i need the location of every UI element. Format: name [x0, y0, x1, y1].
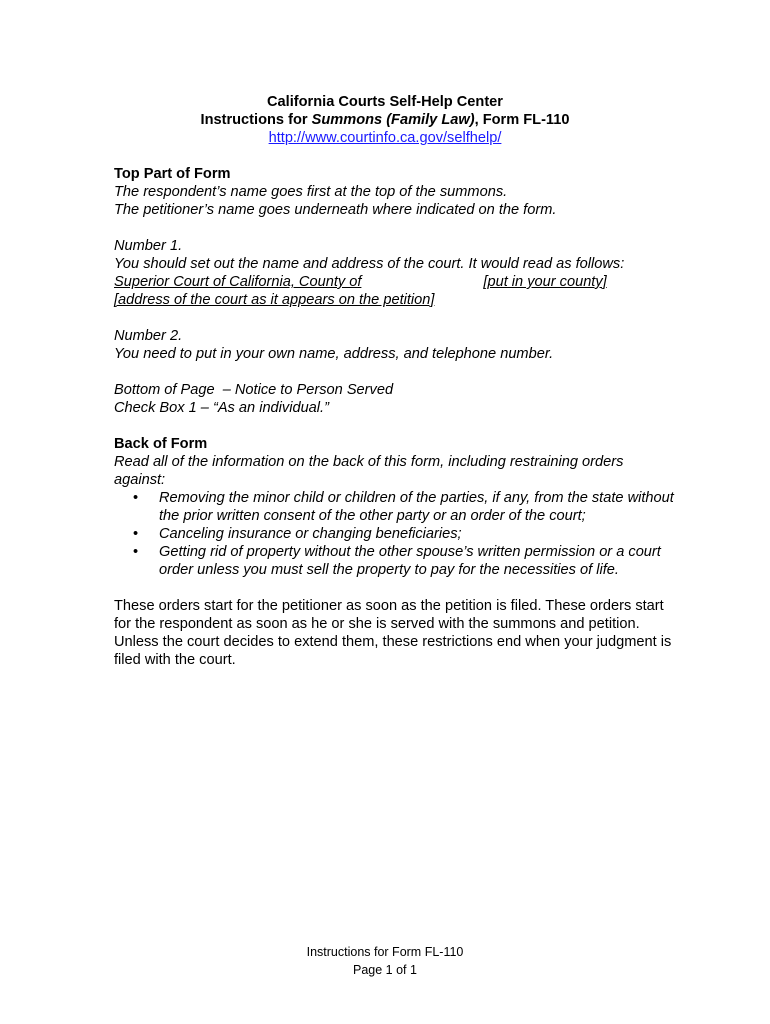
top-part-line-1: The respondent’s name goes first at the top of the summons. [114, 184, 508, 200]
header-subtitle: Instructions for Summons (Family Law), Form FL-110 [200, 112, 570, 128]
form-name: Summons (Family Law) [311, 112, 475, 128]
restraining-orders-list [114, 489, 674, 579]
document-header [0, 93, 770, 147]
court-name-line: Superior Court of California, County of [put in your county] [114, 274, 607, 290]
court-address-line: [address of the court as it appears on the petition] [114, 292, 435, 308]
selfhelp-link[interactable]: http://www.courtinfo.ca.gov/selfhelp/ [268, 130, 502, 146]
section-heading-back-of-form: Back of Form [114, 436, 208, 452]
number-2-line-1: You need to put in your own name, address, and telephone number. [114, 346, 554, 362]
section-heading-number-1: Number 1. [114, 238, 183, 254]
page-footer [0, 943, 770, 979]
document-body [114, 165, 674, 669]
closing-paragraph: These orders start for the petitioner as soon as the petition is filed. These orders start for the respondent as soon as he or she is served with the summons and petition. Unless the court decides to extend them, these restrictions end when your judgment is filed with the court. [114, 598, 672, 668]
bottom-of-page-line-2: Check Box 1 – “As an individual.” [114, 400, 329, 416]
page-number: Page 1 of 1 [353, 963, 417, 977]
section-heading-top-part: Top Part of Form [114, 166, 231, 182]
footer-form-title: Instructions for Form FL-110 [306, 945, 464, 959]
top-part-line-2: The petitioner’s name goes underneath where indicated on the form. [114, 202, 557, 218]
back-of-form-intro: Read all of the information on the back of this form, including restraining orders against: [114, 454, 624, 488]
list-item: • Removing the minor child or children of the parties, if any, from the state without the prior written consent of the other party or an order of the court; [159, 489, 674, 525]
list-item: • Getting rid of property without the other spouse’s written permission or a court order unless you must sell the property to pay for the necessities of life. [159, 543, 674, 579]
header-title: California Courts Self-Help Center [267, 94, 503, 110]
section-heading-number-2: Number 2. [114, 328, 183, 344]
list-item: • Canceling insurance or changing beneficiaries; [159, 525, 674, 543]
bottom-of-page-line-1: Bottom of Page – Notice to Person Served [114, 382, 394, 398]
number-1-line-1: You should set out the name and address of the court. It would read as follows: [114, 256, 625, 272]
